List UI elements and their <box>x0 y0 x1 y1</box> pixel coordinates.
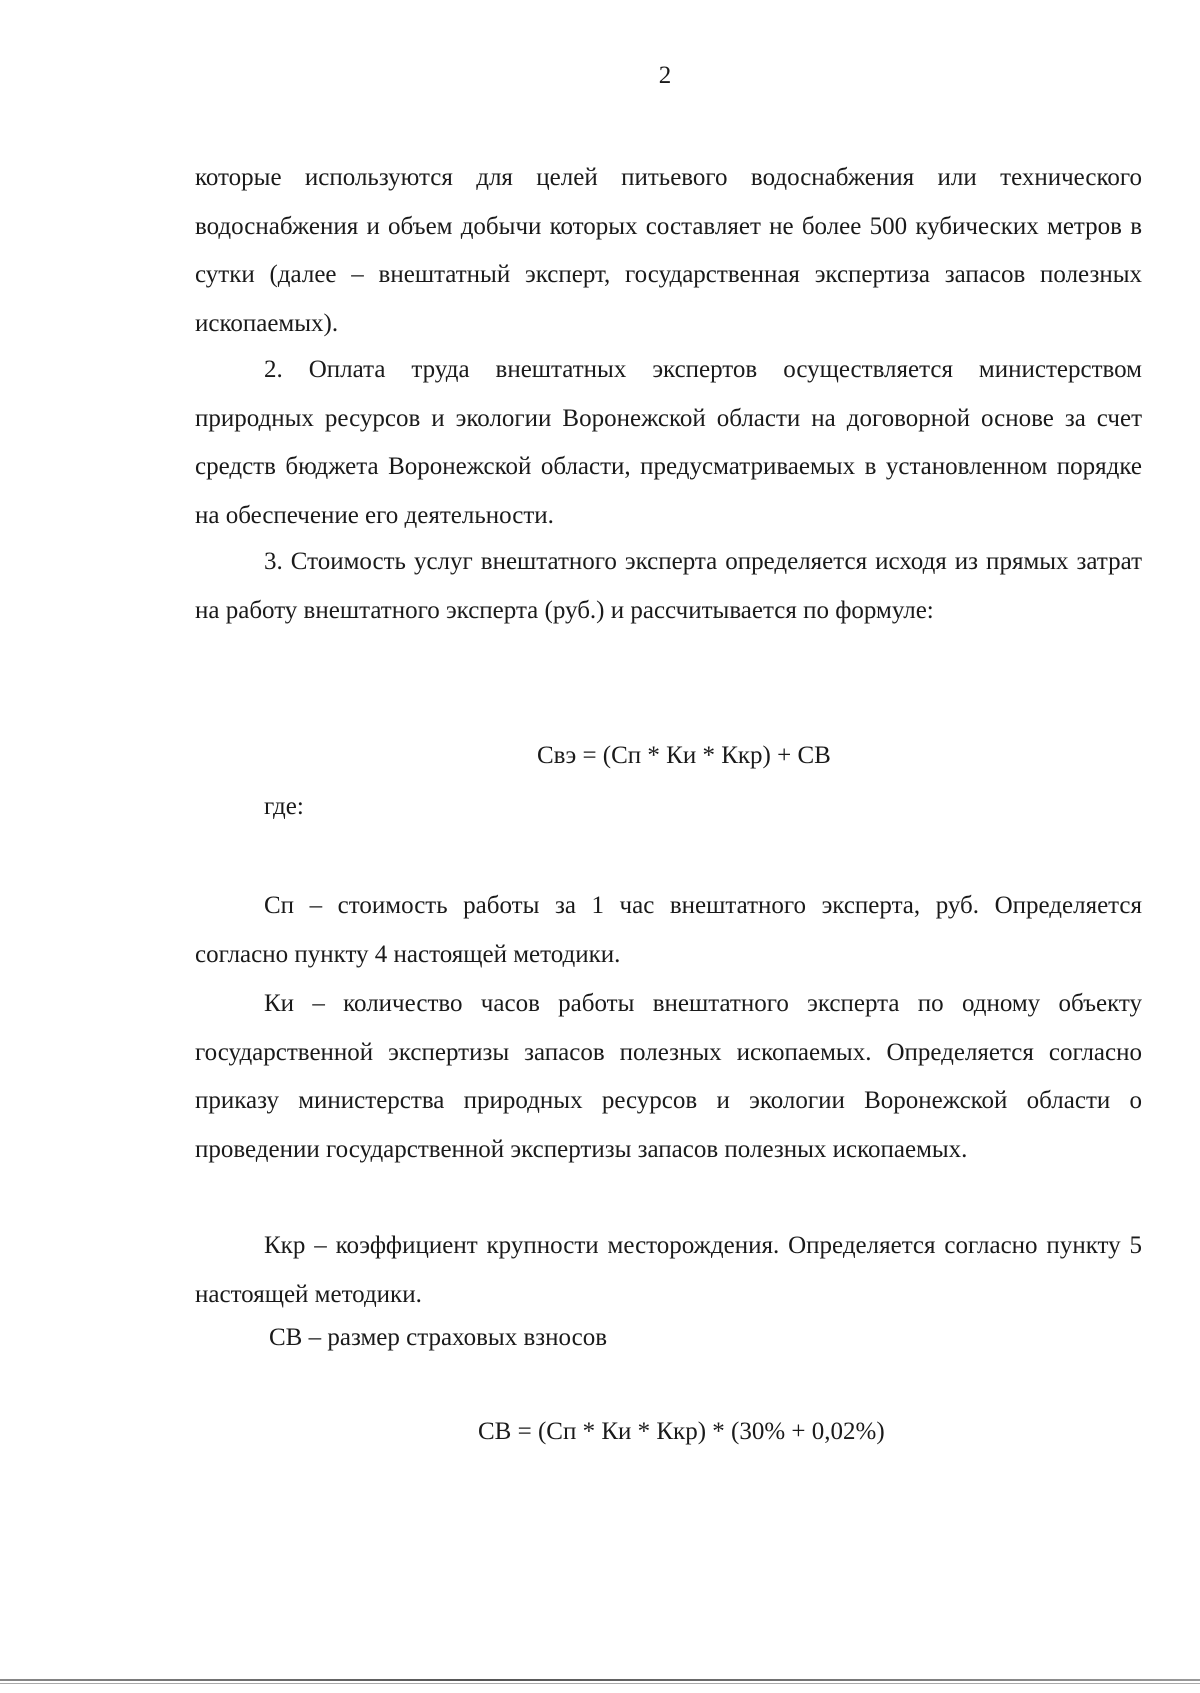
paragraph-3-cost: 3. Стоимость услуг внештатного эксперта определяется исходя из прямых затрат на работу внештатного эксперта (руб.) и рассчитывается по формуле: <box>195 548 1142 624</box>
paragraph-continuation: которые используются для целей питьевого водоснабжения или технического водоснабжения и объем добычи которых составляет не более 500 кубических метров в сутки (далее – внештатный эксперт, государственная экспертиза запасов полезных ископаемых). <box>195 164 1142 337</box>
definition-sv: СВ – размер страховых взносов <box>269 1324 608 1351</box>
page-number: 2 <box>658 62 672 89</box>
definition-cp: Сп – стоимость работы за 1 час внештатного эксперта, руб. Определяется согласно пункту 4 настоящей методики. <box>195 892 1142 968</box>
where-label: где: <box>264 793 304 820</box>
definition-ki: Ки – количество часов работы внештатного эксперта по одному объекту государственной экспертизы запасов полезных ископаемых. Определяется согласно приказу министерства природных ресурсов и экологии Воронежской области о проведении государственной экспертизы запасов полезных ископаемых. <box>195 990 1142 1163</box>
scan-edge-line-secondary <box>0 1683 1200 1684</box>
scan-edge-line <box>0 1679 1200 1681</box>
definition-kkr: Ккр – коэффициент крупности месторождения. Определяется согласно пункту 5 настоящей методики. <box>195 1232 1142 1308</box>
formula-cost: Свэ = (Сп * Ки * Ккр) + СВ <box>537 742 831 769</box>
paragraph-2-payment: 2. Оплата труда внештатных экспертов осуществляется министерством природных ресурсов и экологии Воронежской области на договорной основе за счет средств бюджета Воронежской области, предусматриваемых в установленном порядке на обеспечение его деятельности. <box>195 356 1142 529</box>
formula-insurance: СВ = (Сп * Ки * Ккр) * (30% + 0,02%) <box>478 1418 885 1445</box>
